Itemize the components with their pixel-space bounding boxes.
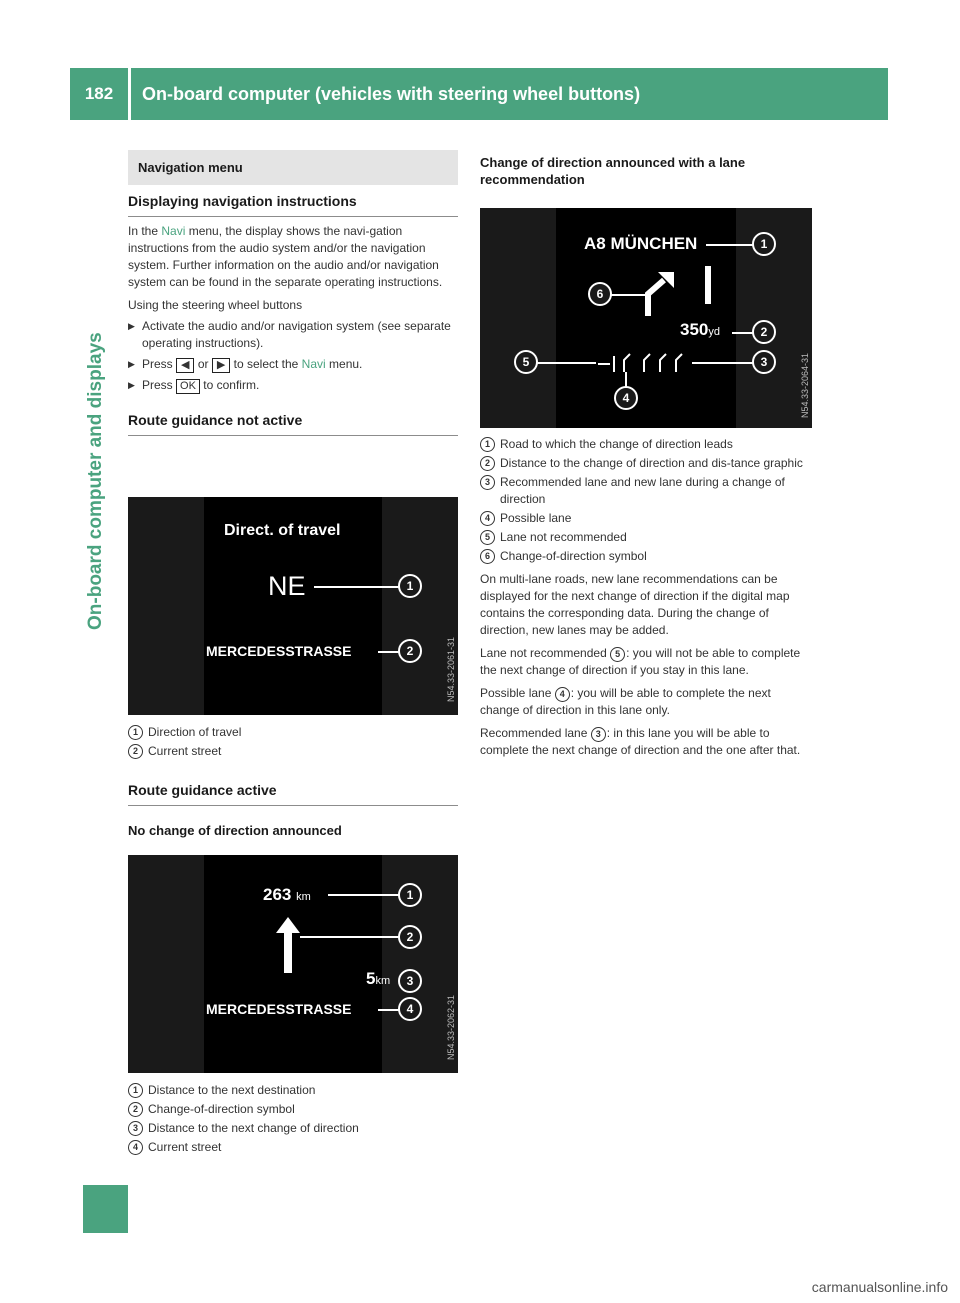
page-number: 182 (84, 84, 114, 103)
body-paragraph: Recommended lane 3 : in this lane you will be able to complete the next change of direction and the one after that. (480, 726, 801, 757)
section-heading: Displaying navigation instructions (128, 193, 458, 217)
callout-1: 1 (398, 574, 422, 598)
distance-graphic (705, 266, 711, 304)
subsection-heading: No change of direction announced (128, 823, 342, 838)
figure-code: N54.33-2061-31 (446, 636, 456, 702)
ok-button-icon: OK (176, 379, 200, 394)
display-street: MERCEDESSTRASSE (206, 643, 352, 659)
legend-item: 5 Lane not recommended (480, 529, 812, 546)
callout-2: 2 (752, 320, 776, 344)
navi-menu-name: Navi (161, 224, 186, 238)
section-heading: Route guidance not active (128, 412, 458, 436)
side-tab (85, 160, 115, 660)
legend-item: 3 Recommended lane and new lane during a change of direction (480, 474, 812, 508)
straight-arrow-icon (268, 915, 308, 975)
legend-item: 1 Distance to the next destination (128, 1082, 458, 1099)
display-road: A8 MÜNCHEN (584, 234, 698, 253)
callout-3: 3 (752, 350, 776, 374)
callout-1: 1 (752, 232, 776, 256)
instruction-step: ▶ Activate the audio and/or navigation system (see separate operating instructions). (128, 318, 458, 352)
watermark: carmanualsonline.info (811, 1279, 948, 1295)
legend-item: 3 Distance to the next change of direction (128, 1120, 458, 1137)
page-title: On-board computer (vehicles with steering wheel buttons) (142, 84, 641, 104)
intro-paragraph: In the Navi menu, the display shows the navi-gation instructions from the audio system and/or the navigation system. Further information on the audio and/or navigation system can be found in the separate operating instructions. (128, 224, 443, 289)
display-text: Direct. of travel (224, 522, 341, 539)
body-paragraph: Lane not recommended 5 : you will not be able to complete the next change of direction if you stay in this lane. (480, 646, 801, 677)
legend-item: 4 Current street (128, 1139, 458, 1156)
side-tab-label: On-board computer and displays (85, 332, 106, 630)
callout-4: 4 (398, 997, 422, 1021)
display-image-route-inactive (128, 497, 458, 715)
using-buttons-label: Using the steering wheel buttons (128, 298, 303, 312)
callout-1: 1 (398, 883, 422, 907)
section-heading: Route guidance active (128, 782, 458, 806)
display-street: MERCEDESSTRASSE (206, 1001, 352, 1017)
legend-item: 2 Change-of-direction symbol (128, 1101, 458, 1118)
callout-2: 2 (398, 925, 422, 949)
legend-lane-recommendation (480, 434, 812, 763)
legend-no-change (128, 1080, 458, 1158)
legend-item: 2 Distance to the change of direction and dis-tance graphic (480, 455, 812, 472)
legend-item: 2 Current street (128, 743, 458, 760)
lane-graphic (598, 350, 698, 376)
legend-item: 1 Road to which the change of direction leads (480, 436, 812, 453)
left-button-icon: ◀ (176, 358, 194, 373)
instruction-step: ▶ Press OK to confirm. (128, 377, 458, 394)
header-divider (128, 68, 131, 120)
menu-box-title: Navigation menu (128, 150, 458, 185)
legend-route-inactive (128, 722, 458, 839)
figure-code: N54.33-2064-31 (800, 352, 810, 418)
callout-4: 4 (614, 386, 638, 410)
left-column (128, 150, 458, 436)
callout-2: 2 (398, 639, 422, 663)
display-direction: NE (268, 571, 306, 601)
callout-5: 5 (514, 350, 538, 374)
right-column (480, 150, 812, 188)
display-image-lane-recommendation: A8 MÜNCHEN 1 6 350yd 2 5 3 4 N54.33-2064-31 (480, 208, 812, 428)
legend-item: 1 Direction of travel (128, 724, 458, 741)
body-paragraph: On multi-lane roads, new lane recommendations can be displayed for the next change of direction if the digital map contains the corresponding data. During the change of direction, new lanes may be added. (480, 572, 790, 637)
side-tab-marker (83, 1185, 128, 1233)
callout-6: 6 (588, 282, 612, 306)
figure-code: N54.33-2062-31 (446, 994, 456, 1060)
legend-item: 6 Change-of-direction symbol (480, 548, 812, 565)
display-image-no-change: 263 km 1 2 5km 3 MERCEDESSTRASSE 4 N54.33-2062-31 (128, 855, 458, 1073)
body-paragraph: Possible lane 4 : you will be able to complete the next change of direction in this lane only. (480, 686, 771, 717)
section-heading: Change of direction announced with a lane recommendation (480, 155, 746, 187)
legend-item: 4 Possible lane (480, 510, 812, 527)
right-button-icon: ▶ (212, 358, 230, 373)
display-distance: 263 (263, 885, 292, 904)
callout-3: 3 (398, 969, 422, 993)
instruction-step: ▶ Press ◀ or ▶ to select the Navi menu. (128, 356, 458, 373)
